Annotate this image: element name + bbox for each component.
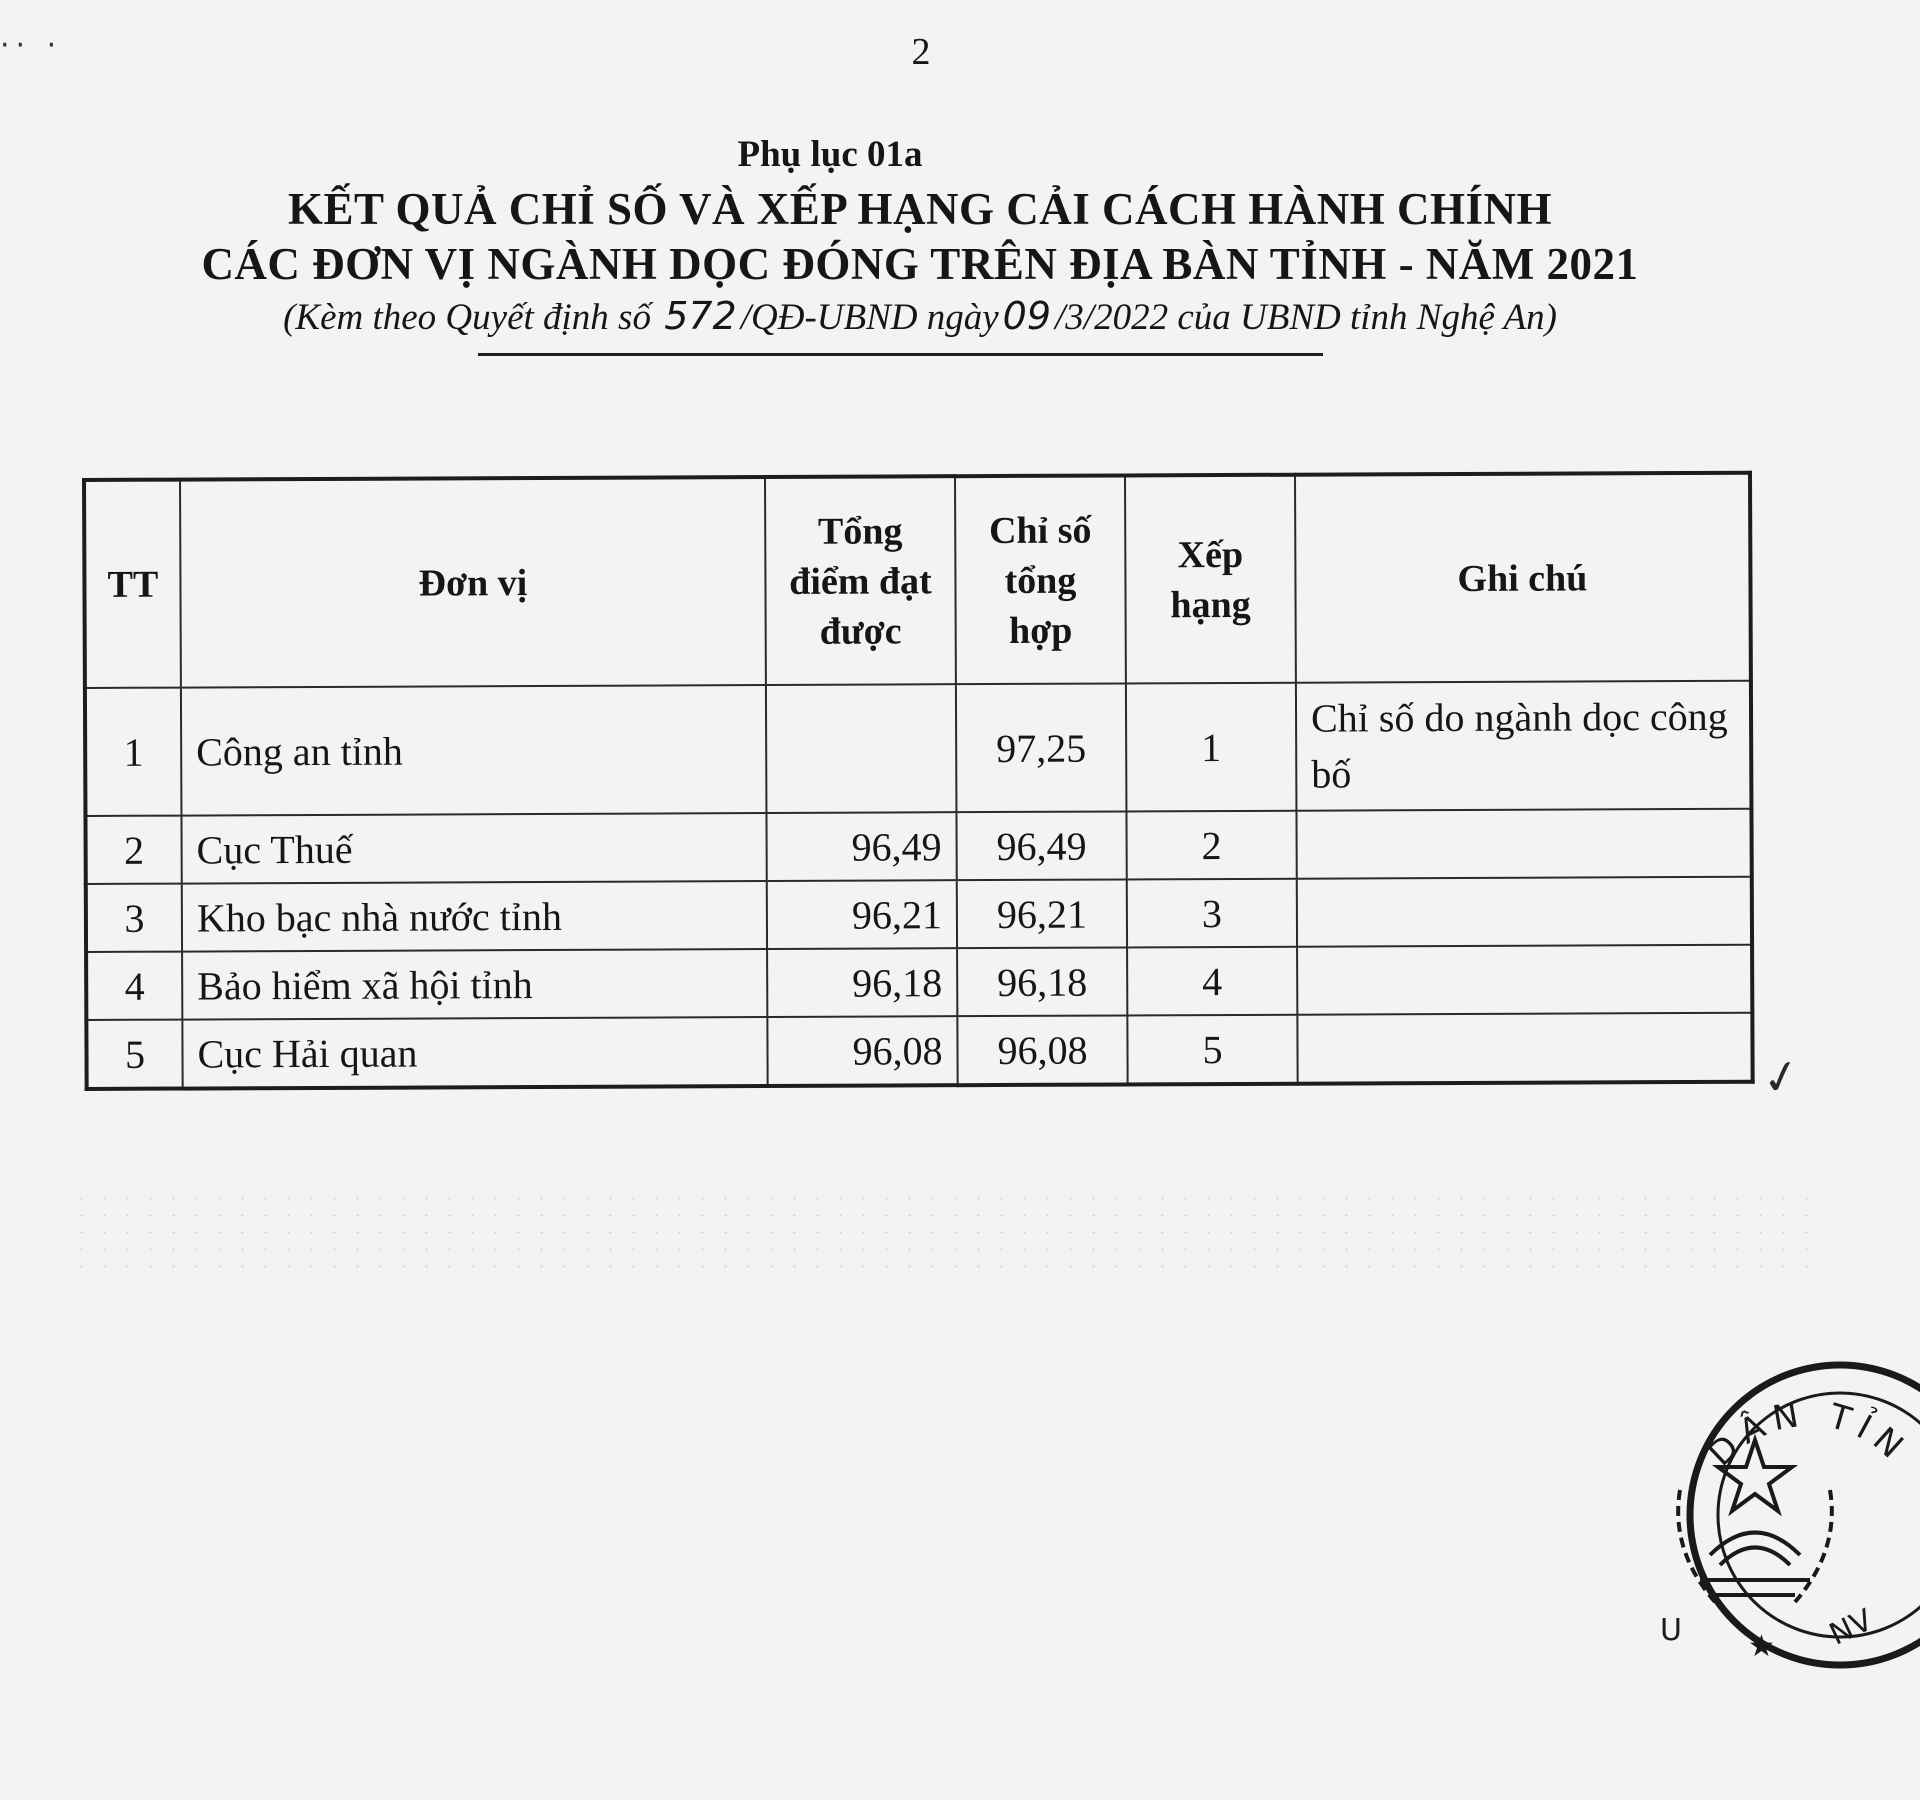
seal-star-bottom-icon: ★ [1748,1629,1775,1664]
subtitle-middle: /QĐ-UBND ngày [740,297,999,338]
cell-unit: Cục Thuế [181,813,766,884]
cell-tt: 1 [85,688,182,816]
table-row [86,1013,1752,1089]
document-title-line-1: KẾT QUẢ CHỈ SỐ VÀ XẾP HẠNG CẢI CÁCH HÀNH CHÍNH [288,184,1552,234]
cell-note [1297,945,1752,1015]
cell-unit: Bảo hiểm xã hội tỉnh [182,949,767,1020]
subtitle-prefix: (Kèm theo Quyết định số [283,297,651,338]
table-header-row [84,473,1751,688]
official-seal [1640,1340,1920,1670]
header-rank: Xếp hạng [1125,475,1296,684]
cell-composite-index: 96,18 [957,947,1127,1016]
cell-unit: Cục Hải quan [182,1017,767,1089]
document-subtitle [120,294,1720,339]
cell-total-score: 96,08 [767,1016,957,1086]
cell-composite-index: 96,08 [957,1015,1127,1085]
cell-note [1296,809,1751,879]
cell-note: Chỉ số do ngành dọc công bố [1296,681,1752,811]
seal-text-bottom-right: NV [1824,1602,1878,1653]
cell-total-score: 96,49 [766,812,956,881]
header-note: Ghi chú [1295,473,1751,683]
seal-text-bottom-left: U [1660,1613,1682,1648]
table-row [86,877,1752,952]
cell-composite-index: 96,21 [957,879,1127,948]
page-number: 2 [911,31,931,73]
subtitle-suffix: /3/2022 của UBND tỉnh Nghệ An) [1055,297,1557,338]
cell-note [1297,1013,1752,1084]
header-tt: TT [84,480,181,688]
cell-tt: 3 [86,884,182,952]
cell-tt: 4 [86,952,182,1020]
cell-tt: 5 [86,1020,182,1089]
cell-rank: 2 [1126,811,1296,880]
cell-rank: 5 [1127,1015,1297,1085]
table-row [86,945,1752,1020]
cell-unit: Kho bạc nhà nước tỉnh [182,881,767,952]
seal-emblem-icon [1700,1533,1810,1596]
cell-note [1297,877,1752,947]
cell-composite-index: 96,49 [956,811,1126,880]
seal-text-top: DÂN TỈN [1700,1394,1917,1475]
scan-noise [70,1190,1810,1270]
table-row [85,681,1752,816]
header-unit: Đơn vị [180,477,766,688]
cell-total-score [766,684,957,813]
document-title-line-2: CÁC ĐƠN VỊ NGÀNH DỌC ĐÓNG TRÊN ĐỊA BÀN TỈNH - NĂM 2021 [201,239,1639,289]
cell-total-score: 96,18 [767,948,957,1017]
cell-rank: 3 [1127,879,1297,948]
handwritten-decision-day: 09 [1002,294,1052,338]
cell-rank: 1 [1126,683,1297,812]
cell-total-score: 96,21 [767,880,957,949]
handwritten-decision-number: 572 [664,294,737,338]
appendix-label: Phụ lục 01a [737,134,923,175]
table-row [85,809,1751,884]
header-composite-index: Chỉ số tổng hợp [955,475,1126,684]
cell-rank: 4 [1127,947,1297,1016]
cell-composite-index: 97,25 [956,683,1127,812]
header-total-score: Tổng điểm đạt được [765,476,956,685]
cell-tt: 2 [85,816,181,884]
scan-specks-corner: ·· · [0,28,63,63]
ranking-table [82,471,1755,1091]
handwritten-check-mark: ✓ [1756,1046,1806,1108]
title-underline [478,353,1323,356]
cell-unit: Công an tỉnh [181,685,767,816]
